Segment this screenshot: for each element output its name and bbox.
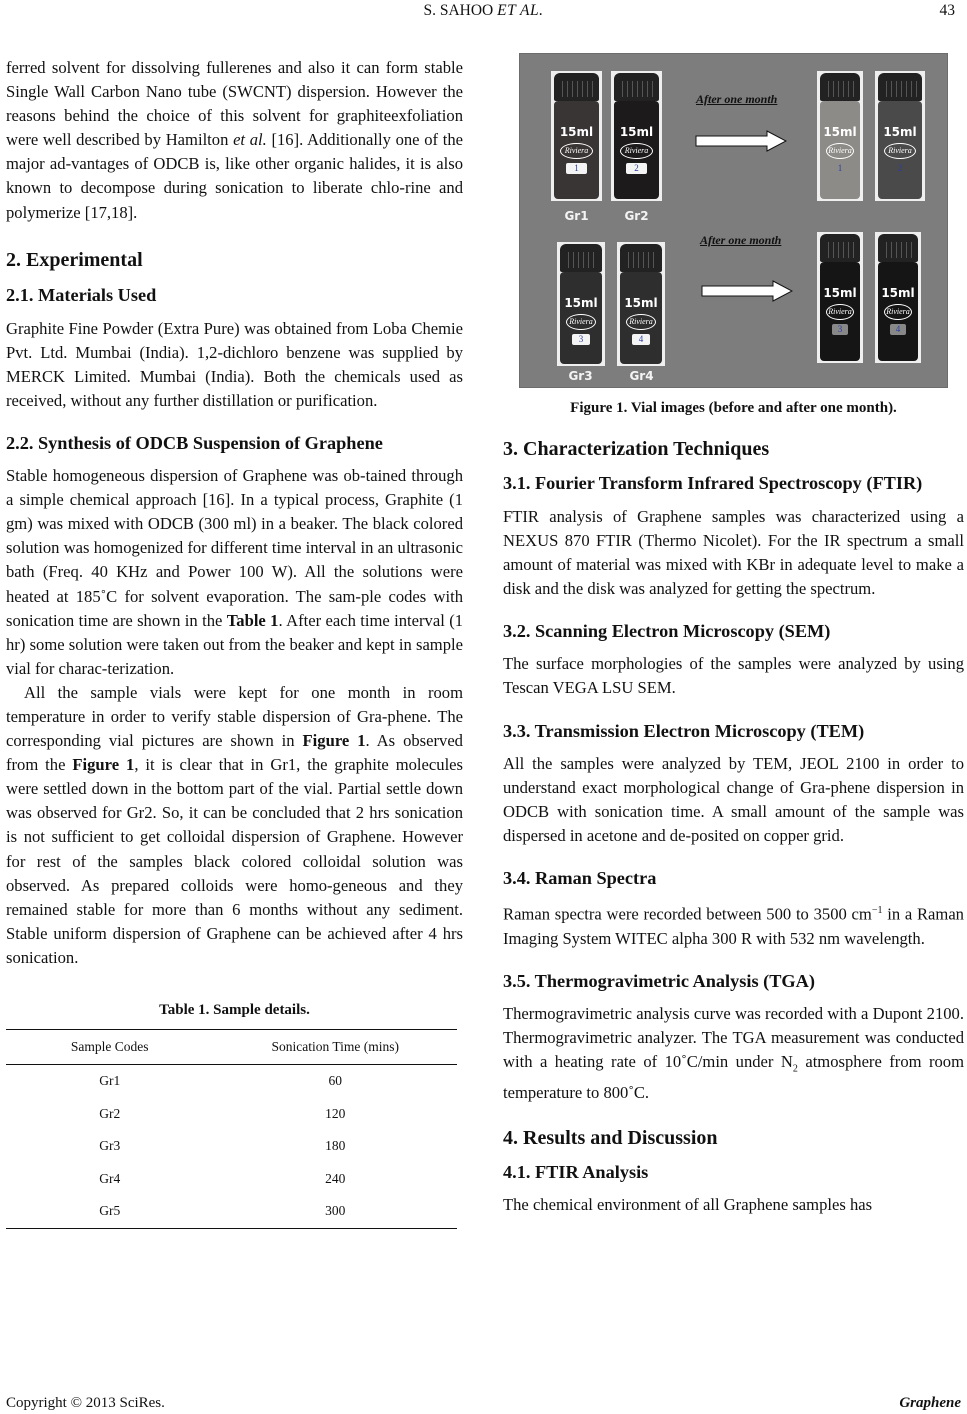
right-arrow-icon <box>695 130 787 152</box>
section-4-title: 4. Results and Discussion <box>503 1127 718 1150</box>
vial-brand: Riviera <box>884 304 912 320</box>
tem-paragraph: All the samples were analyzed by TEM, JEOL 2100 in order to understand exact morphological change of Gra-phene dispersion in ODCB with sonication time. A small amount of the sample was dispersed in acetone and de-posited on copper grid. <box>503 753 964 845</box>
column-header-sonication-time: Sonication Time (mins) <box>213 1030 457 1065</box>
synthesis-text-end: . After each time interval (1 hr) some solution were taken out from the beaker and kept in sample vial for charac-terization. <box>6 610 464 678</box>
vial-volume: 15ml <box>564 296 598 310</box>
vial-gr4-before <box>617 242 665 366</box>
superscript: −1 <box>871 904 883 916</box>
after-one-month-label: After one month <box>700 233 782 247</box>
vial-cap <box>820 73 860 101</box>
vial-label-gr1: Gr1 <box>564 209 589 223</box>
figure-1-caption: Figure 1. Vial images (before and after one month). <box>570 400 897 416</box>
vial-cap <box>614 73 659 101</box>
vial-volume: 15ml <box>559 125 594 139</box>
vial-brand: Riviera <box>620 143 653 159</box>
vial-number-tag: 3 <box>832 324 848 335</box>
sample-code-cell: Gr1 <box>99 1073 121 1089</box>
vial-number-tag: 4 <box>890 324 906 335</box>
vial-cap <box>620 244 662 272</box>
vial-gr3-before <box>557 242 605 366</box>
synthesis-text: Stable homogeneous dispersion of Graphene was ob-tained through a simple chemical approach [16]. In a typical process, Graphite (1 gm) was mixed with ODCB (300 ml) in a beaker. The black colored solution was homogenized for different time interval in an ultrasonic bath (Freq. 40 KHz and Power 100 W). All the solutions were heated at 185˚C for solvent evaporation. The sam-ple codes with sonication time are shown in the <box>6 466 463 630</box>
vials-text-mid: . As observed from the <box>6 731 463 775</box>
subsection-2-2-title: 2.2. Synthesis of ODCB Suspension of Graphene <box>6 433 383 454</box>
vial-gr4-after <box>875 232 921 363</box>
running-head <box>0 2 967 24</box>
vial-brand: Riviera <box>884 143 916 159</box>
figure-1-reference[interactable]: Figure 1 <box>72 755 135 775</box>
sonication-time-cell: 300 <box>213 1195 457 1228</box>
vial-gr1-after <box>817 71 863 201</box>
vial-label-gr4: Gr4 <box>629 369 654 383</box>
vial-gr1-before <box>551 71 602 201</box>
sample-details-table <box>6 1029 457 1229</box>
sample-code-cell: Gr2 <box>99 1105 121 1121</box>
figure-1-reference[interactable]: Figure 1 <box>302 731 366 751</box>
vial-gr2-after <box>875 71 925 201</box>
vial-gr3-after <box>817 232 863 363</box>
subsection-3-1-title: 3.1. Fourier Transform Infrared Spectroscopy (FTIR) <box>503 473 923 493</box>
sonication-time-cell: 120 <box>325 1105 346 1121</box>
journal-name: Graphene <box>899 1395 961 1411</box>
vial-cap <box>554 73 599 101</box>
tga-text: Thermogravimetric analysis curve was recorded with a Dupont 2100. Thermogravimetric analyzer. The TGA measurement was conducted with a heating rate of 10˚C/min under N <box>503 1003 964 1071</box>
materials-paragraph: Graphite Fine Powder (Extra Pure) was obtained from Loba Chemie Pvt. Ltd. Mumbai (India). 1,2-dichloro benzene was supplied by MERCK Limited. Mumbai (India). Both the chemicals used as received, without any further distillation or purification. <box>6 318 463 410</box>
author-etal: ET AL. <box>497 2 544 19</box>
copyright-notice: Copyright © 2013 SciRes. <box>6 1395 165 1411</box>
vial-volume: 15ml <box>624 296 658 310</box>
section-2-title: 2. Experimental <box>6 248 143 271</box>
page-number: 43 <box>939 2 955 19</box>
sample-code-cell: Gr4 <box>99 1170 121 1186</box>
left-column <box>6 56 463 1229</box>
table-row <box>6 1130 457 1163</box>
table-header-row <box>6 1030 457 1065</box>
vial-label-gr3: Gr3 <box>568 369 593 383</box>
section-3-title: 3. Characterization Techniques <box>503 438 770 460</box>
right-column <box>503 56 964 1217</box>
tga-text-end: atmosphere from room temperature to 800˚C. <box>503 1051 964 1103</box>
vial-label-gr2: Gr2 <box>624 209 649 223</box>
vial-gr2-before <box>611 71 662 201</box>
subscript: 2 <box>792 1063 798 1075</box>
vial-volume: 15ml <box>881 286 915 300</box>
vial-cap <box>560 244 602 272</box>
table-row <box>6 1163 457 1196</box>
vial-volume: 15ml <box>883 125 917 139</box>
after-one-month-label: After one month <box>696 92 778 106</box>
vial-number-tag: 2 <box>626 163 647 174</box>
intro-paragraph <box>6 56 463 225</box>
subsection-3-5-title: 3.5. Thermogravimetric Analysis (TGA) <box>503 970 815 991</box>
figure-1-vial-images <box>519 53 948 388</box>
synthesis-paragraph <box>6 464 463 681</box>
tga-paragraph <box>503 1002 964 1106</box>
vials-text: All the sample vials were kept for one month in room temperature in order to verify stable dispersion of Gra-phene. The corresponding vial pictures are shown in <box>6 682 463 751</box>
author-name: S. SAHOO <box>423 2 494 19</box>
subsection-3-4-title: 3.4. Raman Spectra <box>503 867 657 888</box>
vial-brand: Riviera <box>826 143 854 159</box>
vial-volume: 15ml <box>823 286 857 300</box>
vial-brand: Riviera <box>826 304 854 320</box>
vials-paragraph <box>6 681 463 970</box>
sonication-time-cell: 180 <box>325 1138 346 1154</box>
sample-code-cell: Gr3 <box>99 1138 121 1154</box>
intro-italic: et al. <box>233 130 267 150</box>
column-header-sample-codes: Sample Codes <box>6 1030 213 1065</box>
raman-paragraph <box>503 899 964 951</box>
right-arrow-icon <box>701 280 793 302</box>
sonication-time-cell: 240 <box>325 1170 346 1186</box>
intro-text: ferred solvent for dissolving fullerenes and also it can form stable Single Wall Carbon Nano tube (SWCNT) dispersion. However the reasons behind the choice of this solvent for graphiteexfoliation were well described by Hamilton <box>6 58 463 150</box>
vial-number-tag: 3 <box>572 334 590 345</box>
raman-text: Raman spectra were recorded between 500 to 3500 cm <box>503 904 872 924</box>
vial-cap <box>878 73 922 101</box>
table-1-reference[interactable]: Table 1 <box>226 610 279 630</box>
vial-volume: 15ml <box>619 125 654 139</box>
vial-cap <box>820 234 860 262</box>
subsection-2-1-title: 2.1. Materials Used <box>6 284 157 305</box>
subsection-4-1-title: 4.1. FTIR Analysis <box>503 1162 649 1183</box>
vials-text-end: , it is clear that in Gr1, the graphite molecules were settled down in the bottom part of the vial. Partial settle down was observed for Gr2. So, it can be concluded that 2 hrs sonication is not sufficient to get colloidal dispersion of Graphene. However for rest of the samples black colored colloidal solution was observed. As prepared colloids were homo-geneous and they remained stable for more than 6 months without any sediment. Stable uniform dispersion of Graphene can be achieved after 4 hrs sonication. <box>6 755 463 967</box>
subsection-3-3-title: 3.3. Transmission Electron Microscopy (TEM) <box>503 720 865 741</box>
vial-cap <box>878 234 918 262</box>
results-paragraph: The chemical environment of all Graphene samples has <box>503 1195 873 1215</box>
sem-paragraph: The surface morphologies of the samples were analyzed by using Tescan VEGA LSU SEM. <box>503 654 964 698</box>
vial-number-tag: 1 <box>837 163 843 173</box>
intro-text-end: [16]. Additionally one of the major ad-vantages of ODCB is, like other organic halides, it is also known to decompose during sonication to liberate chlo-rine and polymerize [17,18]. <box>6 130 463 222</box>
vial-number-tag: 1 <box>566 163 587 174</box>
table-row <box>6 1195 457 1228</box>
table-row <box>6 1065 457 1098</box>
subsection-3-2-title: 3.2. Scanning Electron Microscopy (SEM) <box>503 621 831 642</box>
vial-number-tag: 4 <box>632 334 650 345</box>
ftir-paragraph: FTIR analysis of Graphene samples was characterized using a NEXUS 870 FTIR (Thermo Nicolet). For the IR spectrum a small amount of material was mixed with KBr in adequate level to make a disk and the disk was analyzed for getting the spectrum. <box>503 507 964 599</box>
sonication-time-cell: 60 <box>328 1073 342 1089</box>
vial-brand: Riviera <box>566 314 596 330</box>
sample-code-cell: Gr5 <box>6 1195 213 1228</box>
vial-number-tag: 2 <box>897 163 903 173</box>
vial-brand: Riviera <box>560 143 593 159</box>
table-row <box>6 1098 457 1131</box>
vial-volume: 15ml <box>823 125 857 139</box>
table-caption: Table 1. Sample details. <box>159 1002 310 1018</box>
running-head-authors <box>0 2 967 20</box>
vial-brand: Riviera <box>626 314 656 330</box>
raman-text-end: in a Raman Imaging System WITEC alpha 300 R with 532 nm wavelength. <box>503 904 964 948</box>
